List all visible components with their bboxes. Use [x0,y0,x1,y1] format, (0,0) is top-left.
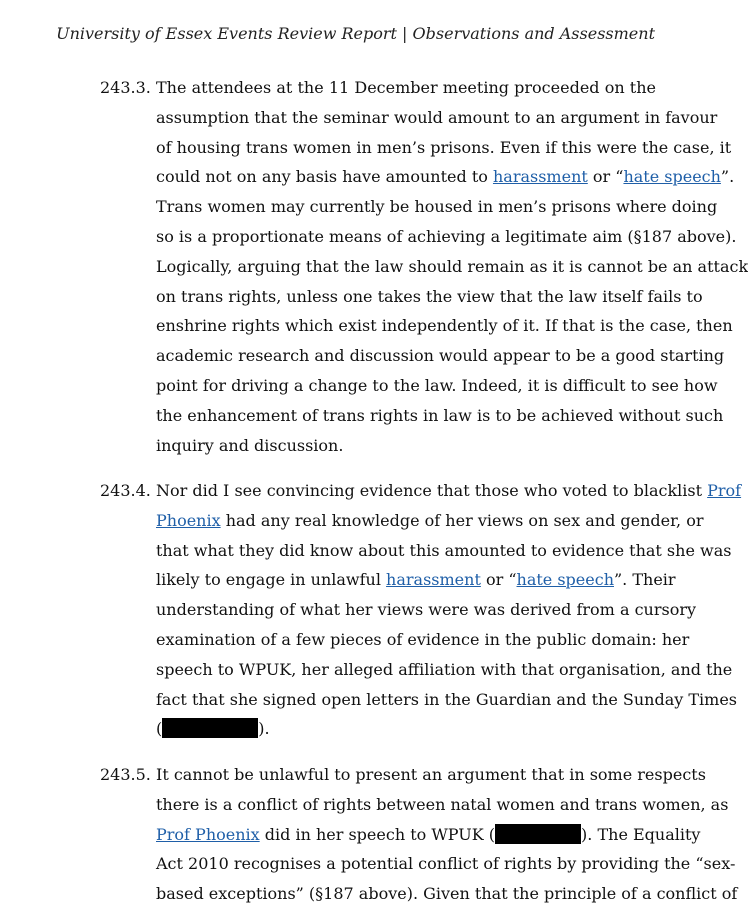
harassment-link[interactable]: harassment [386,570,481,590]
paragraph-243-4 [100,476,742,744]
prof-phoenix-link[interactable]: Prof [707,481,742,500]
text-segment: likely to engage in unlawful [156,570,387,590]
text-line: Logically, arguing that the law should remain as it is cannot be an attack [156,256,748,276]
text-line [156,476,742,506]
hate-speech-link[interactable]: hate speech [516,570,614,590]
text-segment: or “ [587,167,624,187]
redaction-block [162,718,258,738]
text-line: the enhancement of trans rights in law is to be achieved without such [156,405,724,425]
text-segment: ). The Equality [581,824,701,844]
redaction-block [495,824,581,844]
paragraph-number: 243.5. [100,765,151,784]
paragraph-243-3 [100,73,748,460]
text-line: fact that she signed open letters in the Guardian and the Sunday Times [156,689,737,709]
text-line: enshrine rights which exist independently of it. If that is the case, then [156,316,733,336]
text-segment: ”. [720,167,735,187]
text-line: Trans women may currently be housed in men’s prisons where doing [156,197,718,217]
text-line: Act 2010 recognises a potential conflict of rights by providing the “sex- [156,854,736,874]
text-segment: Nor did I see convincing evidence that those who voted to blacklist [156,481,708,500]
text-line: based exceptions” (§187 above). Given that the principle of a conflict of [156,884,738,904]
text-line: academic research and discussion would appear to be a good starting [156,346,725,366]
text-line: It cannot be unlawful to present an argument that in some respects [156,765,706,784]
text-line: assumption that the seminar would amount to an argument in favour [156,107,718,127]
text-line: that what they did know about this amounted to evidence that she was [156,540,732,560]
text-line: on trans rights, unless one takes the view that the law itself fails to [156,286,703,306]
prof-phoenix-link[interactable]: Phoenix [156,510,221,530]
paragraph-243-5 [100,760,738,909]
text-line [156,820,701,850]
text-line: there is a conflict of rights between natal women and trans women, as [156,794,729,814]
text-segment: ( [156,719,163,739]
text-segment: ). [258,719,270,739]
hate-speech-link[interactable]: hate speech [623,167,721,187]
text-segment: could not on any basis have amounted to [156,167,493,187]
prof-phoenix-link[interactable]: Prof Phoenix [156,824,260,844]
paragraph-number: 243.4. [100,481,151,500]
harassment-link[interactable]: harassment [492,167,588,187]
text-line: point for driving a change to the law. Indeed, it is difficult to see how [156,375,718,395]
text-segment: had any real knowledge of her views on sex and gender, or [220,510,704,530]
text-line: The attendees at the 11 December meeting proceeded on the [156,78,656,97]
paragraph-number: 243.3. [100,78,151,97]
text-line [156,714,656,744]
text-segment: or “ [480,570,517,590]
text-segment: ”. Their [614,570,676,590]
text-line [156,162,735,192]
text-line: of housing trans women in men’s prisons. Even if this were the case, it [156,137,732,157]
text-line [156,506,704,536]
running-header: University of Essex Events Review Report | Observations and Assessment [56,24,655,43]
text-line: understanding of what her views were was derived from a cursory [156,600,697,620]
text-segment: did in her speech to WPUK ( [259,824,496,844]
text-line: inquiry and discussion. [156,435,344,455]
text-line: so is a proportionate means of achieving a legitimate aim (§187 above). [156,226,737,246]
text-line: examination of a few pieces of evidence in the public domain: her [156,629,690,649]
text-line [156,565,676,595]
text-line: speech to WPUK, her alleged affiliation with that organisation, and the [156,659,733,679]
